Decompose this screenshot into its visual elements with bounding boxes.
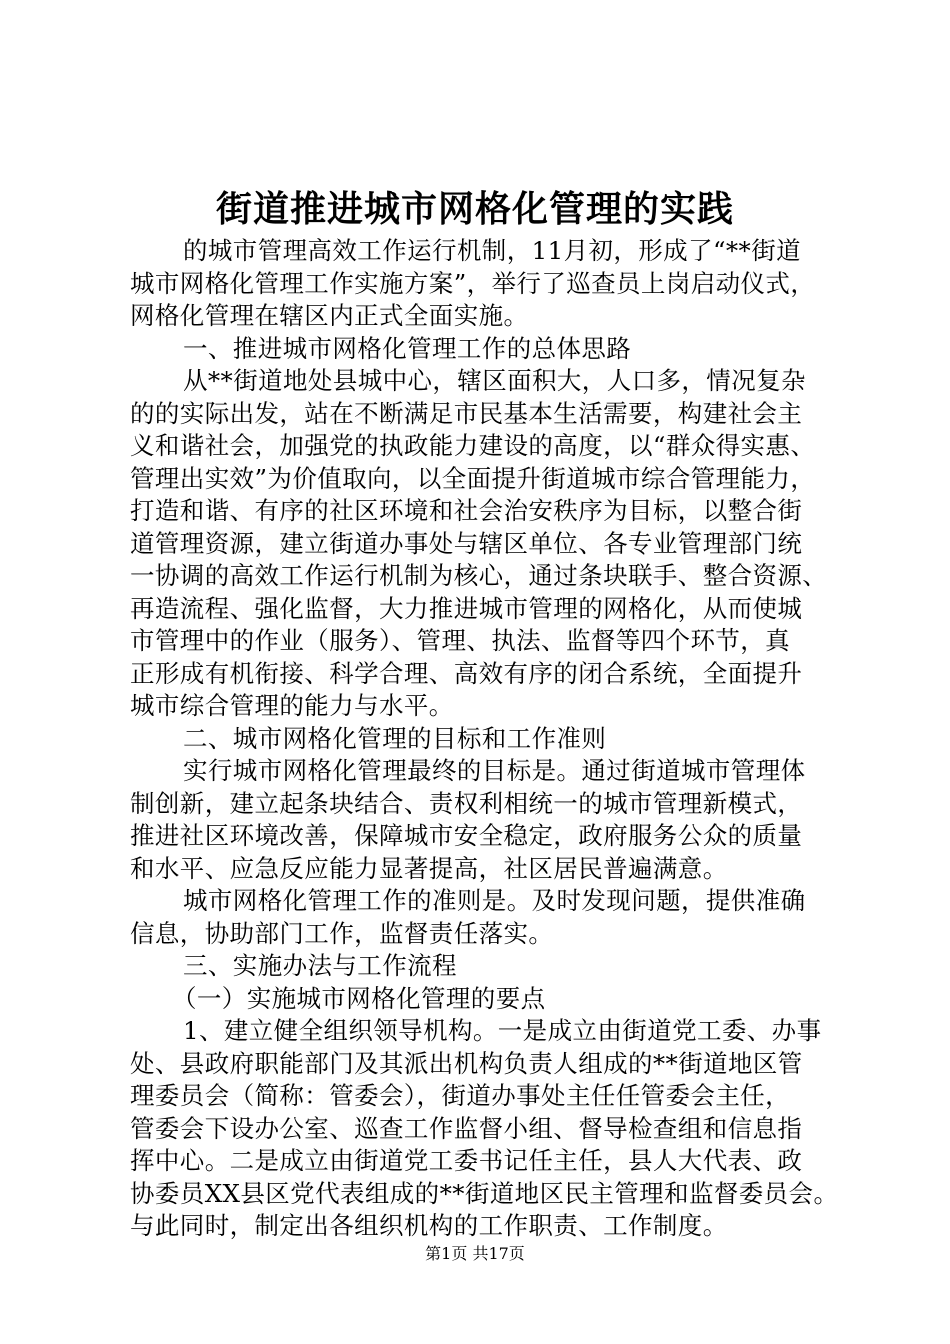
body-line: 一协调的高效工作运行机制为核心，通过条块联手、整合资源、 <box>130 561 828 590</box>
body-line: 一、推进城市网格化管理工作的总体思路 <box>183 333 632 363</box>
body-line: （一）实施城市网格化管理的要点 <box>172 983 546 1013</box>
body-line: 三、实施办法与工作流程 <box>183 951 457 980</box>
body-line: 义和谐社会，加强党的执政能力建设的高度，以“群众得实惠、 <box>130 431 816 460</box>
body-line: 挥中心。二是成立由街道党工委书记任主任，县人大代表、政 <box>130 1146 803 1175</box>
body-line: 的的实际出发，站在不断满足市民基本生活需要，构建社会主 <box>130 398 803 428</box>
body-line: 实行城市网格化管理最终的目标是。通过街道城市管理体 <box>183 756 806 785</box>
body-line: 网格化管理在辖区内正式全面实施。 <box>130 301 529 330</box>
body-line: 正形成有机衔接、科学合理、高效有序的闭合系统，全面提升 <box>130 658 803 688</box>
body-line: 协委员XX县区党代表组成的**街道地区民主管理和监督委员会。 <box>130 1178 839 1208</box>
body-line: 再造流程、强化监督，大力推进城市管理的网格化，从而使城 <box>130 593 803 623</box>
page-footer: 第1页 共17页 <box>425 1244 525 1263</box>
body-line: 管委会下设办公室、巡查工作监督小组、督导检查组和信息指 <box>130 1113 803 1143</box>
body-line: 信息，协助部门工作，监督责任落实。 <box>130 918 554 948</box>
body-line: 理委员会（简称：管委会），街道办事处主任任管委会主任， <box>130 1081 791 1110</box>
body-line: 推进社区环境改善，保障城市安全稳定，政府服务公众的质量 <box>130 821 803 850</box>
body-line: 和水平、应急反应能力显著提高，社区居民普遍满意。 <box>130 853 728 883</box>
document-title: 街道推进城市网格化管理的实践 <box>215 188 734 230</box>
body-line: 城市网格化管理工作实施方案”，举行了巡查员上岗启动仪式， <box>130 268 816 298</box>
body-line: 的城市管理高效工作运行机制，11月初，形成了“**街道 <box>183 236 801 265</box>
body-line: 城市网格化管理工作的准则是。及时发现问题，提供准确 <box>183 886 806 915</box>
body-line: 打造和谐、有序的社区环境和社会治安秩序为目标，以整合街 <box>130 496 803 525</box>
body-line: 1、建立健全组织领导机构。一是成立由街道党工委、办事 <box>183 1016 822 1045</box>
document-body <box>130 235 839 1243</box>
body-line: 二、城市网格化管理的目标和工作准则 <box>183 723 607 753</box>
body-line: 制创新，建立起条块结合、责权利相统一的城市管理新模式， <box>130 788 803 818</box>
body-line: 管理出实效”为价值取向，以全面提升街道城市综合管理能力， <box>130 463 816 493</box>
body-line: 从**街道地处县城中心，辖区面积大，人口多，情况复杂 <box>183 366 806 395</box>
body-line: 市管理中的作业（服务）、管理、执法、监督等四个环节，真 <box>130 626 791 655</box>
body-line: 城市综合管理的能力与水平。 <box>130 691 454 720</box>
body-line: 与此同时，制定出各组织机构的工作职责、工作制度。 <box>130 1211 728 1240</box>
body-line: 处、县政府职能部门及其派出机构负责人组成的**街道地区管 <box>130 1048 803 1078</box>
body-line: 道管理资源，建立街道办事处与辖区单位、各专业管理部门统 <box>130 528 803 558</box>
